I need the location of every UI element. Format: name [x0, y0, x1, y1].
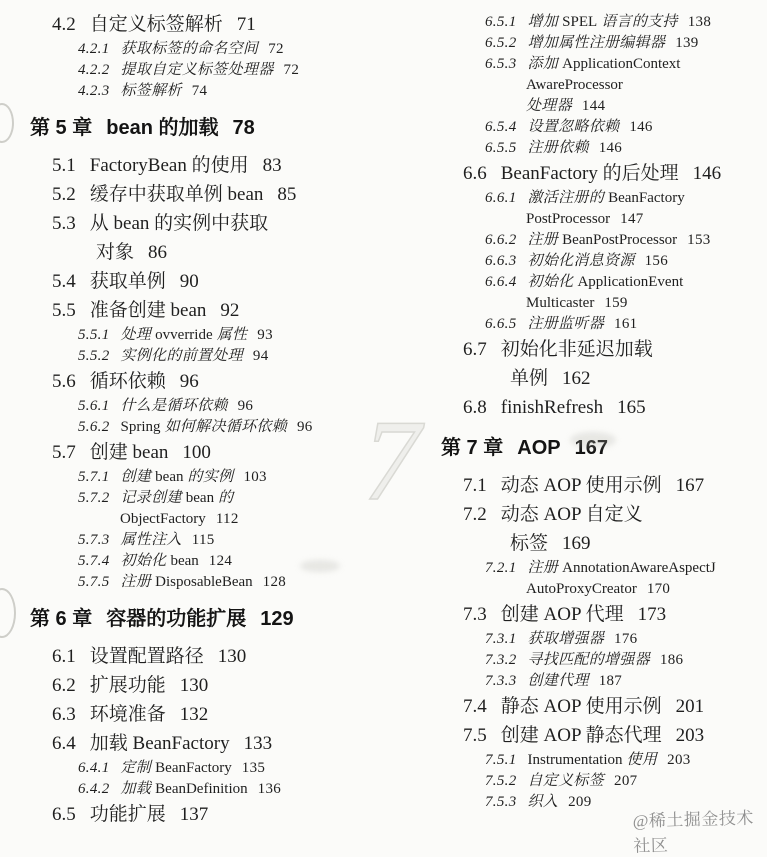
toc-entry [383, 209, 767, 230]
entry-page-number: 203 [667, 752, 691, 768]
toc-entry [383, 188, 767, 209]
toc-entry [383, 692, 767, 721]
toc-entry [383, 335, 767, 364]
entry-text-latin: finishRefresh [500, 397, 604, 418]
entry-number: 7.3.3 [485, 673, 517, 689]
toc-column-right [383, 0, 767, 813]
entry-page-number: 161 [614, 316, 638, 332]
entry-page-number: 96 [179, 371, 199, 392]
toc-entry [0, 39, 383, 60]
entry-page-number: 203 [675, 725, 705, 746]
entry-title: 准备创建 bean [89, 300, 207, 321]
entry-title: 加载 BeanDefinition [120, 781, 248, 797]
entry-number: 7.3 [463, 604, 487, 625]
entry-text-latin: AutoProxyCreator [526, 581, 637, 597]
entry-page-number: 72 [268, 41, 284, 57]
toc-entry [383, 117, 767, 138]
toc-entry [0, 209, 383, 238]
entry-text-latin: SPEL [562, 14, 598, 30]
entry-page-number: 112 [215, 511, 239, 527]
entry-title: 单例 [510, 368, 549, 389]
entry-text-latin: BeanDefinition [155, 781, 248, 797]
entry-title: 注册 BeanPostProcessor [527, 232, 678, 248]
entry-title: 创建 AOP 静态代理 [500, 725, 662, 746]
entry-title: 织入 [527, 794, 559, 810]
toc-entry [0, 488, 383, 509]
entry-text-latin: AOP [543, 604, 581, 625]
toc-entry [383, 33, 767, 54]
entry-number: 6.3 [52, 704, 76, 725]
entry-text-latin: bean [185, 490, 215, 506]
entry-title: 处理器 [526, 98, 572, 114]
toc-entry [0, 572, 383, 593]
entry-title: 注册依赖 [527, 140, 589, 156]
entry-text-latin: BeanFactory [132, 733, 230, 754]
entry-title: BeanFactory 的后处理 [500, 163, 679, 184]
toc-entry [383, 771, 767, 792]
toc-entry [0, 151, 383, 180]
entry-page-number: 144 [581, 98, 606, 114]
entry-page-number: 135 [241, 760, 266, 776]
toc-entry [0, 267, 383, 296]
entry-number: 6.4.2 [78, 781, 110, 797]
entry-page-number: 72 [283, 62, 300, 78]
entry-page-number: 136 [257, 781, 282, 797]
entry-page-number: 115 [191, 532, 215, 548]
toc-entry [383, 629, 767, 650]
entry-page-number: 137 [179, 804, 209, 825]
entry-title: 加载 BeanFactory [89, 733, 230, 754]
entry-title: 处理 ovverride 属性 [120, 327, 248, 343]
entry-text-latin: Multicaster [526, 295, 595, 311]
entry-number: 5.6.2 [78, 419, 110, 435]
entry-title: Instrumentation 使用 [527, 752, 658, 768]
entry-page-number: 71 [236, 14, 256, 35]
entry-text-latin: DisposableBean [155, 574, 253, 590]
entry-text-latin: BeanFactory [608, 190, 685, 206]
entry-text-latin: bean [170, 300, 207, 321]
toc-entry [0, 396, 383, 417]
entry-title: 注册 DisposableBean [120, 574, 253, 590]
toc-entry [383, 138, 767, 159]
toc-entry [383, 500, 767, 529]
entry-title: 添加 ApplicationContext [527, 56, 681, 72]
entry-title: 创建 bean [89, 442, 169, 463]
toc-entry [0, 417, 383, 438]
entry-page-number: 186 [659, 652, 684, 668]
entry-text-latin: Spring [120, 419, 161, 435]
entry-page-number: 93 [257, 327, 273, 343]
toc-entry [0, 467, 383, 488]
entry-number: 5.6.1 [78, 398, 110, 414]
entry-number: 7.2.1 [485, 560, 517, 576]
entry-title [526, 295, 594, 311]
toc-entry [0, 238, 383, 267]
entry-title: 动态 AOP 使用示例 [500, 475, 662, 496]
scan-smudge [570, 432, 616, 448]
entry-text-latin: ApplicationEvent [577, 274, 684, 290]
entry-title: 什么是循环依赖 [120, 398, 228, 414]
toc-entry [0, 180, 383, 209]
entry-page-number: 139 [675, 35, 699, 51]
toc-entry [0, 729, 383, 758]
entry-number: 第 6 章 [30, 608, 93, 630]
entry-number: 6.6.4 [485, 274, 517, 290]
entry-title: 对象 [96, 242, 135, 263]
entry-number: 6.5.5 [485, 140, 517, 156]
entry-page-number: 132 [179, 704, 209, 725]
entry-text-latin: bean [132, 442, 169, 463]
entry-page-number: 146 [598, 140, 623, 156]
entry-page-number: 90 [179, 271, 199, 292]
toc-entry [383, 750, 767, 771]
entry-number: 5.7 [52, 442, 76, 463]
entry-number: 7.5.3 [485, 794, 517, 810]
entry-page-number: 162 [562, 368, 591, 389]
toc-entry [383, 96, 767, 117]
toc-entry [383, 721, 767, 750]
entry-page-number: 156 [644, 253, 669, 269]
toc-entry [383, 75, 767, 96]
entry-title: 环境准备 [89, 704, 166, 725]
entry-text-latin: AOP [543, 475, 581, 496]
entry-page-number: 201 [675, 696, 705, 717]
entry-number: 5.4 [52, 271, 76, 292]
entry-page-number: 207 [614, 773, 638, 789]
entry-page-number: 176 [614, 631, 638, 647]
entry-number: 7.5.2 [485, 773, 517, 789]
entry-title: 属性注入 [120, 532, 182, 548]
entry-title: 初始化 bean [120, 553, 199, 569]
entry-number: 7.2 [463, 504, 487, 525]
entry-text-latin: bean [227, 184, 264, 205]
toc-entry [383, 579, 767, 600]
entry-number: 6.5.2 [485, 35, 517, 51]
entry-text-latin: FactoryBean [89, 155, 187, 176]
entry-number: 4.2 [52, 14, 76, 35]
entry-page-number: 92 [220, 300, 240, 321]
entry-title: 从 bean 的实例中获取 [89, 213, 269, 234]
entry-title [526, 77, 623, 93]
toc-entry [383, 314, 767, 335]
entry-title: 设置忽略依赖 [527, 119, 620, 135]
entry-page-number: 133 [243, 733, 273, 754]
toc-entry [0, 509, 383, 530]
entry-number: 7.3.2 [485, 652, 517, 668]
entry-page-number: 146 [692, 163, 722, 184]
entry-page-number: 128 [262, 574, 287, 590]
entry-text-latin: bean [155, 469, 184, 485]
entry-number: 6.6.5 [485, 316, 517, 332]
entry-number: 6.5 [52, 804, 76, 825]
entry-number: 5.5.2 [78, 348, 110, 364]
toc-entry [383, 364, 767, 393]
entry-number: 第 5 章 [30, 117, 93, 139]
entry-page-number: 138 [687, 14, 712, 30]
entry-page-number: 153 [687, 232, 711, 248]
entry-title: 寻找匹配的增强器 [527, 652, 650, 668]
entry-text-latin: BeanPostProcessor [562, 232, 678, 248]
entry-title [501, 397, 603, 418]
entry-title: 标签解析 [120, 83, 182, 99]
entry-title: 创建 AOP 代理 [500, 604, 624, 625]
toc-entry [0, 671, 383, 700]
entry-title: 实例化的前置处理 [120, 348, 243, 364]
toc-entry [0, 758, 383, 779]
entry-number: 5.3 [52, 213, 76, 234]
entry-page-number: 147 [620, 211, 644, 227]
entry-page-number: 159 [604, 295, 628, 311]
entry-text-latin: AwareProcessor [526, 77, 623, 93]
entry-number: 5.2 [52, 184, 76, 205]
entry-text-latin: PostProcessor [526, 211, 611, 227]
entry-page-number: 130 [217, 646, 247, 667]
toc-entry [0, 346, 383, 367]
entry-text-latin: AOP [543, 725, 581, 746]
entry-number: 6.6.1 [485, 190, 517, 206]
entry-page-number: 94 [252, 348, 269, 364]
entry-page-number: 170 [646, 581, 671, 597]
entry-number: 6.7 [463, 339, 487, 360]
entry-page-number: 167 [675, 475, 705, 496]
juejin-watermark: @稀土掘金技术社区 [632, 808, 755, 856]
entry-title: Spring 如何解决循环依赖 [120, 419, 287, 435]
toc-entry [383, 12, 767, 33]
entry-text-latin: bean [106, 117, 153, 139]
entry-title: 循环依赖 [89, 371, 166, 392]
toc-entry [383, 293, 767, 314]
entry-title: 初始化消息资源 [527, 253, 635, 269]
scan-smudge [300, 560, 340, 572]
entry-number: 7.5 [463, 725, 487, 746]
entry-page-number: 187 [598, 673, 623, 689]
entry-title: 记录创建 bean 的 [120, 490, 234, 506]
entry-number: 7.5.1 [485, 752, 517, 768]
entry-page-number: 169 [562, 533, 591, 554]
entry-page-number: 167 [574, 437, 608, 459]
entry-text-latin: BeanFactory [155, 760, 232, 776]
entry-number: 6.4.1 [78, 760, 110, 776]
entry-title: 增加 SPEL 语言的支持 [527, 14, 678, 30]
toc-entry [383, 393, 767, 422]
entry-number: 7.4 [463, 696, 487, 717]
toc-chapter-entry [0, 605, 383, 633]
entry-page-number: 78 [232, 117, 255, 139]
entry-title: bean 的加载 [106, 117, 219, 139]
entry-number: 7.1 [463, 475, 487, 496]
entry-number: 6.5.3 [485, 56, 517, 72]
entry-title: 注册 AnnotationAwareAspectJ [527, 560, 716, 576]
entry-title: 创建 bean 的实例 [120, 469, 234, 485]
entry-text-latin: ObjectFactory [120, 511, 206, 527]
entry-title [526, 211, 610, 227]
toc-entry [0, 530, 383, 551]
entry-page-number: 86 [148, 242, 168, 263]
entry-number: 6.2 [52, 675, 76, 696]
entry-page-number: 103 [243, 469, 267, 485]
entry-page-number: 83 [262, 155, 282, 176]
entry-title: 获取标签的命名空间 [120, 41, 259, 57]
entry-title: 注册监听器 [527, 316, 605, 332]
entry-text-latin: AOP [543, 504, 581, 525]
entry-text-latin: AnnotationAwareAspectJ [562, 560, 716, 576]
entry-title: 静态 AOP 使用示例 [500, 696, 662, 717]
entry-number: 5.7.2 [78, 490, 110, 506]
entry-number: 6.6.3 [485, 253, 517, 269]
entry-number: 6.1 [52, 646, 76, 667]
toc-entry [0, 800, 383, 829]
entry-page-number: 130 [179, 675, 209, 696]
entry-page-number: 74 [191, 83, 208, 99]
entry-number: 6.8 [463, 397, 487, 418]
entry-text-latin: bean [113, 213, 150, 234]
toc-entry [0, 81, 383, 102]
toc-entry [0, 642, 383, 671]
toc-entry [383, 671, 767, 692]
entry-number: 7.3.1 [485, 631, 517, 647]
entry-page-number: 146 [629, 119, 653, 135]
entry-number: 5.5 [52, 300, 76, 321]
toc-entry [383, 251, 767, 272]
toc-entry [0, 296, 383, 325]
entry-page-number: 85 [277, 184, 297, 205]
entry-title: 增加属性注册编辑器 [527, 35, 666, 51]
entry-title: 获取单例 [89, 271, 166, 292]
entry-number: 6.6 [463, 163, 487, 184]
toc-entry [383, 159, 767, 188]
entry-title: FactoryBean 的使用 [89, 155, 249, 176]
entry-page-number: 165 [617, 397, 646, 418]
entry-title [517, 437, 560, 459]
entry-number: 6.4 [52, 733, 76, 754]
toc-entry [0, 700, 383, 729]
entry-title: 创建代理 [527, 673, 589, 689]
entry-number: 5.6 [52, 371, 76, 392]
entry-title [120, 511, 206, 527]
entry-page-number: 124 [208, 553, 233, 569]
entry-title: 自定义标签 [527, 773, 605, 789]
entry-text-latin: AOP [517, 437, 561, 459]
entry-number: 第 7 章 [441, 437, 504, 459]
chapter-watermark-digit: 7 [363, 397, 421, 524]
toc-entry [383, 650, 767, 671]
entry-number: 5.7.4 [78, 553, 110, 569]
entry-number: 4.2.3 [78, 83, 110, 99]
entry-number: 6.5.4 [485, 119, 517, 135]
entry-title: 初始化 ApplicationEvent [527, 274, 684, 290]
toc-entry [383, 529, 767, 558]
toc-entry [0, 60, 383, 81]
entry-page-number: 173 [637, 604, 667, 625]
entry-title [526, 581, 637, 597]
entry-text-latin: BeanFactory [500, 163, 598, 184]
entry-number: 5.7.1 [78, 469, 110, 485]
entry-number: 4.2.1 [78, 41, 110, 57]
entry-title: 提取自定义标签处理器 [120, 62, 274, 78]
entry-title: 动态 AOP 自定义 [500, 504, 643, 525]
entry-page-number: 96 [237, 398, 254, 414]
entry-text-latin: ovverride [155, 327, 213, 343]
entry-title: 激活注册的 BeanFactory [527, 190, 685, 206]
entry-text-latin: AOP [543, 696, 581, 717]
toc-entry [383, 600, 767, 629]
entry-text-latin: Instrumentation [527, 752, 623, 768]
toc-entry [383, 558, 767, 579]
toc-entry [383, 272, 767, 293]
entry-title: 功能扩展 [89, 804, 166, 825]
entry-page-number: 100 [182, 442, 211, 463]
entry-number: 5.5.1 [78, 327, 110, 343]
entry-title: 获取增强器 [527, 631, 605, 647]
toc-entry [0, 438, 383, 467]
entry-title: 容器的功能扩展 [106, 608, 247, 630]
toc-entry [383, 54, 767, 75]
toc-entry [0, 325, 383, 346]
toc-entry [0, 10, 383, 39]
entry-title: 设置配置路径 [89, 646, 204, 667]
entry-title: 缓存中获取单例 bean [89, 184, 264, 205]
toc-entry [383, 230, 767, 251]
toc-column-left [0, 0, 383, 829]
entry-title: 标签 [510, 533, 549, 554]
entry-number: 4.2.2 [78, 62, 110, 78]
entry-number: 5.7.3 [78, 532, 110, 548]
entry-text-latin: bean [170, 553, 199, 569]
entry-title: 自定义标签解析 [89, 14, 223, 35]
entry-number: 5.7.5 [78, 574, 110, 590]
entry-number: 5.1 [52, 155, 76, 176]
entry-number: 6.5.1 [485, 14, 517, 30]
toc-entry [0, 779, 383, 800]
entry-title: 初始化非延迟加载 [500, 339, 653, 360]
toc-entry [0, 367, 383, 396]
toc-entry [383, 471, 767, 500]
entry-title: 扩展功能 [89, 675, 166, 696]
entry-page-number: 129 [260, 608, 294, 630]
entry-page-number: 96 [296, 419, 313, 435]
entry-title: 定制 BeanFactory [120, 760, 232, 776]
entry-number: 6.6.2 [485, 232, 517, 248]
toc-chapter-entry [0, 114, 383, 142]
entry-text-latin: ApplicationContext [562, 56, 681, 72]
entry-page-number: 209 [568, 794, 592, 810]
